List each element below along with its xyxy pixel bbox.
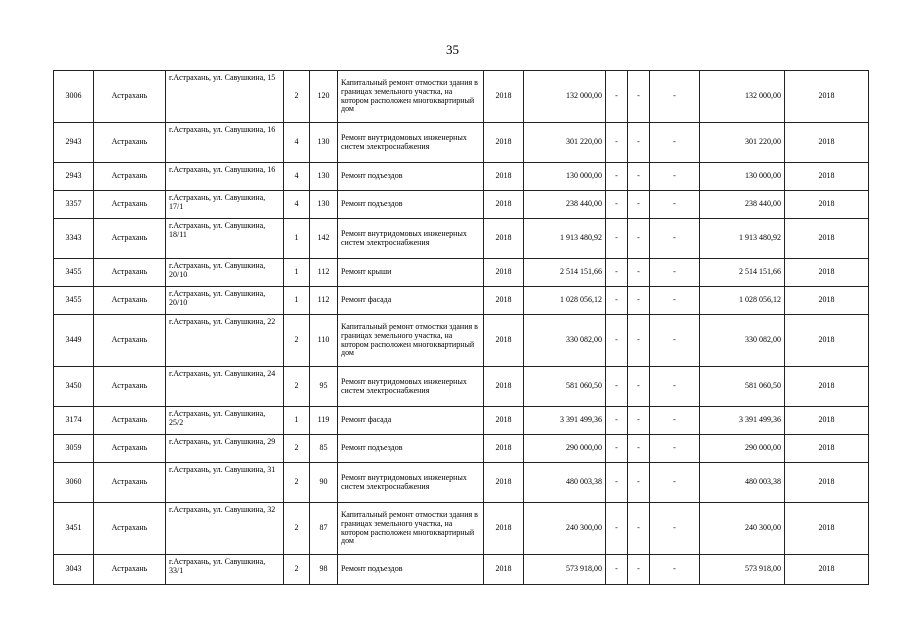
cell-city: Астрахань xyxy=(94,503,166,555)
table-row xyxy=(54,259,869,287)
cell-year-built: 85 xyxy=(310,435,338,463)
cell-row-id: 3450 xyxy=(54,367,94,407)
cell-total: 581 060,50 xyxy=(700,367,785,407)
cell-fund-2: - xyxy=(628,287,650,315)
cell-address: г.Астрахань, ул. Савушкина, 22 xyxy=(166,315,284,367)
cell-city: Астрахань xyxy=(94,219,166,259)
table-row xyxy=(54,287,869,315)
cell-fund-1: - xyxy=(606,367,628,407)
cell-address: г.Астрахань, ул. Савушкина, 20/10 xyxy=(166,259,284,287)
cell-year-built: 130 xyxy=(310,163,338,191)
cell-floors: 2 xyxy=(284,555,310,585)
cell-fund-2: - xyxy=(628,315,650,367)
cell-total: 330 082,00 xyxy=(700,315,785,367)
cell-floors: 4 xyxy=(284,191,310,219)
cell-year: 2018 xyxy=(484,259,524,287)
cell-floors: 2 xyxy=(284,503,310,555)
cell-row-id: 3059 xyxy=(54,435,94,463)
cell-cost: 2 514 151,66 xyxy=(524,259,606,287)
cell-work-type: Капитальный ремонт отмостки здания в границах земельного участка, на котором расположен многоквартирный дом xyxy=(338,71,484,123)
cell-city: Астрахань xyxy=(94,259,166,287)
cell-fund-2: - xyxy=(628,503,650,555)
cell-end-year: 2018 xyxy=(785,287,869,315)
cell-city: Астрахань xyxy=(94,315,166,367)
cell-year-built: 87 xyxy=(310,503,338,555)
table-row xyxy=(54,407,869,435)
cell-work-type: Ремонт фасада xyxy=(338,287,484,315)
cell-address: г.Астрахань, ул. Савушкина, 33/1 xyxy=(166,555,284,585)
cell-floors: 2 xyxy=(284,71,310,123)
cell-row-id: 3451 xyxy=(54,503,94,555)
cell-fund-1: - xyxy=(606,123,628,163)
cell-year-built: 112 xyxy=(310,287,338,315)
cell-year-built: 120 xyxy=(310,71,338,123)
cell-year-built: 130 xyxy=(310,191,338,219)
cell-row-id: 2943 xyxy=(54,163,94,191)
cell-floors: 2 xyxy=(284,435,310,463)
cell-year: 2018 xyxy=(484,435,524,463)
cell-cost: 1 028 056,12 xyxy=(524,287,606,315)
cell-total: 240 300,00 xyxy=(700,503,785,555)
cell-fund-1: - xyxy=(606,259,628,287)
cell-fund-2: - xyxy=(628,71,650,123)
cell-work-type: Ремонт фасада xyxy=(338,407,484,435)
cell-city: Астрахань xyxy=(94,71,166,123)
cell-fund-3: - xyxy=(650,503,700,555)
cell-year: 2018 xyxy=(484,219,524,259)
cell-year: 2018 xyxy=(484,407,524,435)
cell-fund-3: - xyxy=(650,435,700,463)
cell-address: г.Астрахань, ул. Савушкина, 17/1 xyxy=(166,191,284,219)
cell-year: 2018 xyxy=(484,555,524,585)
repair-plan-table xyxy=(53,70,869,585)
cell-fund-1: - xyxy=(606,407,628,435)
cell-work-type: Капитальный ремонт отмостки здания в границах земельного участка, на котором расположен многоквартирный дом xyxy=(338,315,484,367)
cell-city: Астрахань xyxy=(94,435,166,463)
cell-cost: 1 913 480,92 xyxy=(524,219,606,259)
cell-floors: 1 xyxy=(284,407,310,435)
cell-fund-2: - xyxy=(628,191,650,219)
cell-fund-2: - xyxy=(628,435,650,463)
cell-year-built: 98 xyxy=(310,555,338,585)
cell-cost: 238 440,00 xyxy=(524,191,606,219)
table-row xyxy=(54,315,869,367)
cell-floors: 2 xyxy=(284,463,310,503)
cell-end-year: 2018 xyxy=(785,463,869,503)
cell-total: 3 391 499,36 xyxy=(700,407,785,435)
cell-total: 2 514 151,66 xyxy=(700,259,785,287)
cell-row-id: 3060 xyxy=(54,463,94,503)
cell-floors: 1 xyxy=(284,259,310,287)
cell-work-type: Ремонт внутридомовых инженерных систем электроснабжения xyxy=(338,219,484,259)
cell-fund-2: - xyxy=(628,163,650,191)
cell-fund-1: - xyxy=(606,287,628,315)
cell-work-type: Ремонт крыши xyxy=(338,259,484,287)
table-row xyxy=(54,435,869,463)
cell-cost: 3 391 499,36 xyxy=(524,407,606,435)
cell-address: г.Астрахань, ул. Савушкина, 16 xyxy=(166,123,284,163)
cell-fund-1: - xyxy=(606,435,628,463)
cell-cost: 290 000,00 xyxy=(524,435,606,463)
cell-total: 573 918,00 xyxy=(700,555,785,585)
cell-fund-2: - xyxy=(628,367,650,407)
cell-floors: 1 xyxy=(284,287,310,315)
table-row xyxy=(54,555,869,585)
cell-fund-1: - xyxy=(606,315,628,367)
cell-year-built: 130 xyxy=(310,123,338,163)
cell-row-id: 3357 xyxy=(54,191,94,219)
table-row xyxy=(54,367,869,407)
cell-row-id: 3343 xyxy=(54,219,94,259)
table-row xyxy=(54,503,869,555)
cell-fund-3: - xyxy=(650,163,700,191)
cell-year: 2018 xyxy=(484,123,524,163)
cell-work-type: Ремонт подъездов xyxy=(338,435,484,463)
cell-city: Астрахань xyxy=(94,287,166,315)
cell-end-year: 2018 xyxy=(785,123,869,163)
cell-floors: 1 xyxy=(284,219,310,259)
table-row xyxy=(54,463,869,503)
table-body xyxy=(54,71,869,585)
cell-fund-1: - xyxy=(606,463,628,503)
cell-total: 132 000,00 xyxy=(700,71,785,123)
cell-fund-3: - xyxy=(650,463,700,503)
cell-end-year: 2018 xyxy=(785,259,869,287)
cell-fund-2: - xyxy=(628,463,650,503)
cell-fund-3: - xyxy=(650,219,700,259)
cell-fund-3: - xyxy=(650,367,700,407)
cell-end-year: 2018 xyxy=(785,315,869,367)
cell-fund-3: - xyxy=(650,123,700,163)
cell-end-year: 2018 xyxy=(785,435,869,463)
cell-work-type: Ремонт внутридомовых инженерных систем электроснабжения xyxy=(338,463,484,503)
cell-cost: 130 000,00 xyxy=(524,163,606,191)
cell-row-id: 3043 xyxy=(54,555,94,585)
cell-address: г.Астрахань, ул. Савушкина, 18/11 xyxy=(166,219,284,259)
table-row xyxy=(54,71,869,123)
cell-fund-3: - xyxy=(650,71,700,123)
cell-fund-1: - xyxy=(606,71,628,123)
cell-floors: 2 xyxy=(284,367,310,407)
cell-fund-1: - xyxy=(606,503,628,555)
cell-fund-2: - xyxy=(628,407,650,435)
cell-city: Астрахань xyxy=(94,191,166,219)
cell-year-built: 95 xyxy=(310,367,338,407)
cell-city: Астрахань xyxy=(94,123,166,163)
cell-fund-1: - xyxy=(606,191,628,219)
cell-fund-1: - xyxy=(606,163,628,191)
cell-city: Астрахань xyxy=(94,163,166,191)
cell-address: г.Астрахань, ул. Савушкина, 25/2 xyxy=(166,407,284,435)
cell-year-built: 119 xyxy=(310,407,338,435)
cell-fund-3: - xyxy=(650,555,700,585)
cell-fund-3: - xyxy=(650,315,700,367)
cell-year-built: 110 xyxy=(310,315,338,367)
table-row xyxy=(54,219,869,259)
cell-year: 2018 xyxy=(484,287,524,315)
cell-cost: 132 000,00 xyxy=(524,71,606,123)
cell-total: 1 913 480,92 xyxy=(700,219,785,259)
cell-fund-3: - xyxy=(650,259,700,287)
cell-address: г.Астрахань, ул. Савушкина, 32 xyxy=(166,503,284,555)
cell-address: г.Астрахань, ул. Савушкина, 24 xyxy=(166,367,284,407)
cell-end-year: 2018 xyxy=(785,191,869,219)
cell-cost: 240 300,00 xyxy=(524,503,606,555)
cell-year: 2018 xyxy=(484,71,524,123)
cell-row-id: 3449 xyxy=(54,315,94,367)
cell-fund-2: - xyxy=(628,123,650,163)
cell-row-id: 3455 xyxy=(54,287,94,315)
cell-city: Астрахань xyxy=(94,407,166,435)
cell-total: 130 000,00 xyxy=(700,163,785,191)
cell-address: г.Астрахань, ул. Савушкина, 29 xyxy=(166,435,284,463)
cell-total: 290 000,00 xyxy=(700,435,785,463)
cell-fund-2: - xyxy=(628,555,650,585)
cell-work-type: Ремонт внутридомовых инженерных систем электроснабжения xyxy=(338,123,484,163)
cell-city: Астрахань xyxy=(94,367,166,407)
cell-city: Астрахань xyxy=(94,555,166,585)
cell-cost: 480 003,38 xyxy=(524,463,606,503)
cell-address: г.Астрахань, ул. Савушкина, 15 xyxy=(166,71,284,123)
cell-fund-2: - xyxy=(628,219,650,259)
cell-floors: 2 xyxy=(284,315,310,367)
cell-end-year: 2018 xyxy=(785,367,869,407)
cell-cost: 573 918,00 xyxy=(524,555,606,585)
cell-total: 1 028 056,12 xyxy=(700,287,785,315)
cell-total: 238 440,00 xyxy=(700,191,785,219)
cell-end-year: 2018 xyxy=(785,555,869,585)
cell-fund-1: - xyxy=(606,219,628,259)
cell-year: 2018 xyxy=(484,463,524,503)
cell-work-type: Ремонт подъездов xyxy=(338,163,484,191)
cell-year: 2018 xyxy=(484,191,524,219)
cell-row-id: 3174 xyxy=(54,407,94,435)
cell-address: г.Астрахань, ул. Савушкина, 16 xyxy=(166,163,284,191)
cell-total: 480 003,38 xyxy=(700,463,785,503)
cell-year: 2018 xyxy=(484,163,524,191)
cell-row-id: 3455 xyxy=(54,259,94,287)
table-row xyxy=(54,163,869,191)
cell-work-type: Ремонт внутридомовых инженерных систем электроснабжения xyxy=(338,367,484,407)
cell-fund-1: - xyxy=(606,555,628,585)
cell-year-built: 112 xyxy=(310,259,338,287)
table-row xyxy=(54,191,869,219)
cell-end-year: 2018 xyxy=(785,503,869,555)
page-number: 35 xyxy=(446,42,459,57)
cell-floors: 4 xyxy=(284,123,310,163)
cell-row-id: 2943 xyxy=(54,123,94,163)
cell-year: 2018 xyxy=(484,367,524,407)
cell-address: г.Астрахань, ул. Савушкина, 31 xyxy=(166,463,284,503)
cell-fund-3: - xyxy=(650,287,700,315)
cell-year: 2018 xyxy=(484,503,524,555)
cell-end-year: 2018 xyxy=(785,163,869,191)
cell-end-year: 2018 xyxy=(785,71,869,123)
cell-address: г.Астрахань, ул. Савушкина, 20/10 xyxy=(166,287,284,315)
cell-cost: 330 082,00 xyxy=(524,315,606,367)
cell-cost: 581 060,50 xyxy=(524,367,606,407)
cell-year-built: 142 xyxy=(310,219,338,259)
cell-row-id: 3006 xyxy=(54,71,94,123)
cell-end-year: 2018 xyxy=(785,219,869,259)
cell-floors: 4 xyxy=(284,163,310,191)
cell-city: Астрахань xyxy=(94,463,166,503)
cell-year-built: 90 xyxy=(310,463,338,503)
cell-year: 2018 xyxy=(484,315,524,367)
table-row xyxy=(54,123,869,163)
cell-work-type: Ремонт подъездов xyxy=(338,191,484,219)
cell-work-type: Ремонт подъездов xyxy=(338,555,484,585)
cell-fund-3: - xyxy=(650,191,700,219)
cell-fund-3: - xyxy=(650,407,700,435)
cell-work-type: Капитальный ремонт отмостки здания в границах земельного участка, на котором расположен многоквартирный дом xyxy=(338,503,484,555)
cell-end-year: 2018 xyxy=(785,407,869,435)
cell-cost: 301 220,00 xyxy=(524,123,606,163)
cell-total: 301 220,00 xyxy=(700,123,785,163)
cell-fund-2: - xyxy=(628,259,650,287)
